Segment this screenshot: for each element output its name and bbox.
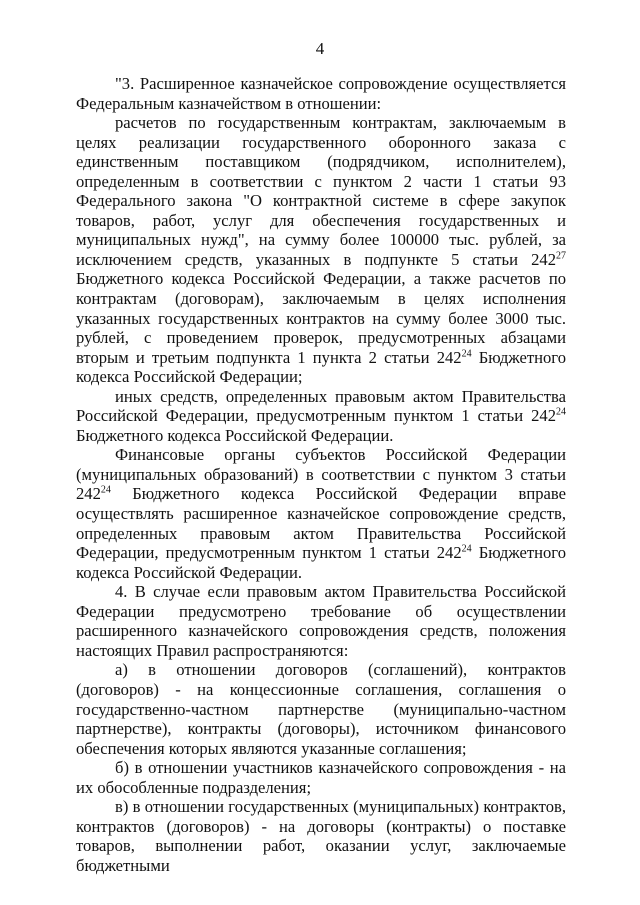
- superscript: 27: [556, 250, 566, 262]
- text-run: Бюджетного кодекса Российской Федерации;: [76, 347, 566, 387]
- text-run: иных средств, определенных правовым актом Правительства Российской Федерации, предусмотренным пунктом 1 статьи 242: [76, 386, 566, 426]
- text-run: Бюджетного кодекса Российской Федерации вправе осуществлять расширенное казначейское сопровождение средств, определенных правовым актом Правительства Российской Федерации, предусмотренным пунктом 1 статьи 242: [76, 484, 566, 563]
- paragraph-3-intro: [76, 74, 566, 113]
- list-item-v: [76, 797, 566, 875]
- superscript: 24: [461, 348, 472, 360]
- page-number: 4: [315, 39, 325, 58]
- superscript: 24: [556, 406, 566, 418]
- text-run: 4. В случае если правовым актом Правительства Российской Федерации предусмотрено требование об осуществлении расширенного казначейского сопровождения средств, положения настоящих Правил распространяются:: [76, 582, 566, 660]
- text-run: Бюджетного кодекса Российской Федерации, а также расчетов по контрактам (договорам), заключаемым в целях исполнения указанных государственных контрактов на сумму более 3000 тыс. рублей, с проведением проверок, предусмотренных абзацами вторым и третьим подпункта 1 пункта 2 статьи 242: [76, 269, 566, 367]
- list-item-b: [76, 758, 566, 797]
- paragraph-financial-bodies: [76, 445, 566, 582]
- text-run: в) в отношении государственных (муниципальных) контрактов, контрактов (договоров) - на договоры (контракты) о поставке товаров, выполнении работ, оказании услуг, заключаемые бюджетными: [76, 797, 566, 875]
- text-run: б) в отношении участников казначейского сопровождения - на их обособленные подразделения;: [76, 758, 566, 797]
- paragraph-4-intro: [76, 582, 566, 660]
- text-run: Бюджетного кодекса Российской Федерации.: [76, 425, 394, 445]
- text-run: Финансовые органы субъектов Российской Федерации (муниципальных образований) в соответствии с пунктом 3 статьи 242: [76, 445, 566, 504]
- paragraph-other-funds: [76, 387, 566, 446]
- superscript: 24: [100, 484, 111, 496]
- text-run: расчетов по государственным контрактам, заключаемым в целях реализации государственного оборонного заказа с единственным поставщиком (подрядчиком, исполнителем), определенным в соответствии с пунктом 2 части 1 статьи 93 Федерального закона "О контрактной системе в сфере закупок товаров, работ, услуг для обеспечения государственных и муниципальных нужд", на сумму более 100000 тыс. рублей, за исключением средств, указанных в подпункте 5 статьи 242: [76, 113, 566, 269]
- document-body: [76, 74, 566, 875]
- list-item-a: [76, 660, 566, 758]
- superscript: 24: [461, 543, 472, 555]
- paragraph-defense-order-settlements: [76, 113, 566, 387]
- text-run: "3. Расширенное казначейское сопровождение осуществляется Федеральным казначейством в отношении:: [76, 74, 566, 113]
- text-run: а) в отношении договоров (соглашений), контрактов (договоров) - на концессионные соглашения, соглашения о государственно-частном партнерстве (муниципально-частном партнерстве), контракты (договоры), источником финансового обеспечения которых являются указанные соглашения;: [76, 660, 566, 758]
- text-run: Бюджетного кодекса Российской Федерации.: [76, 543, 566, 582]
